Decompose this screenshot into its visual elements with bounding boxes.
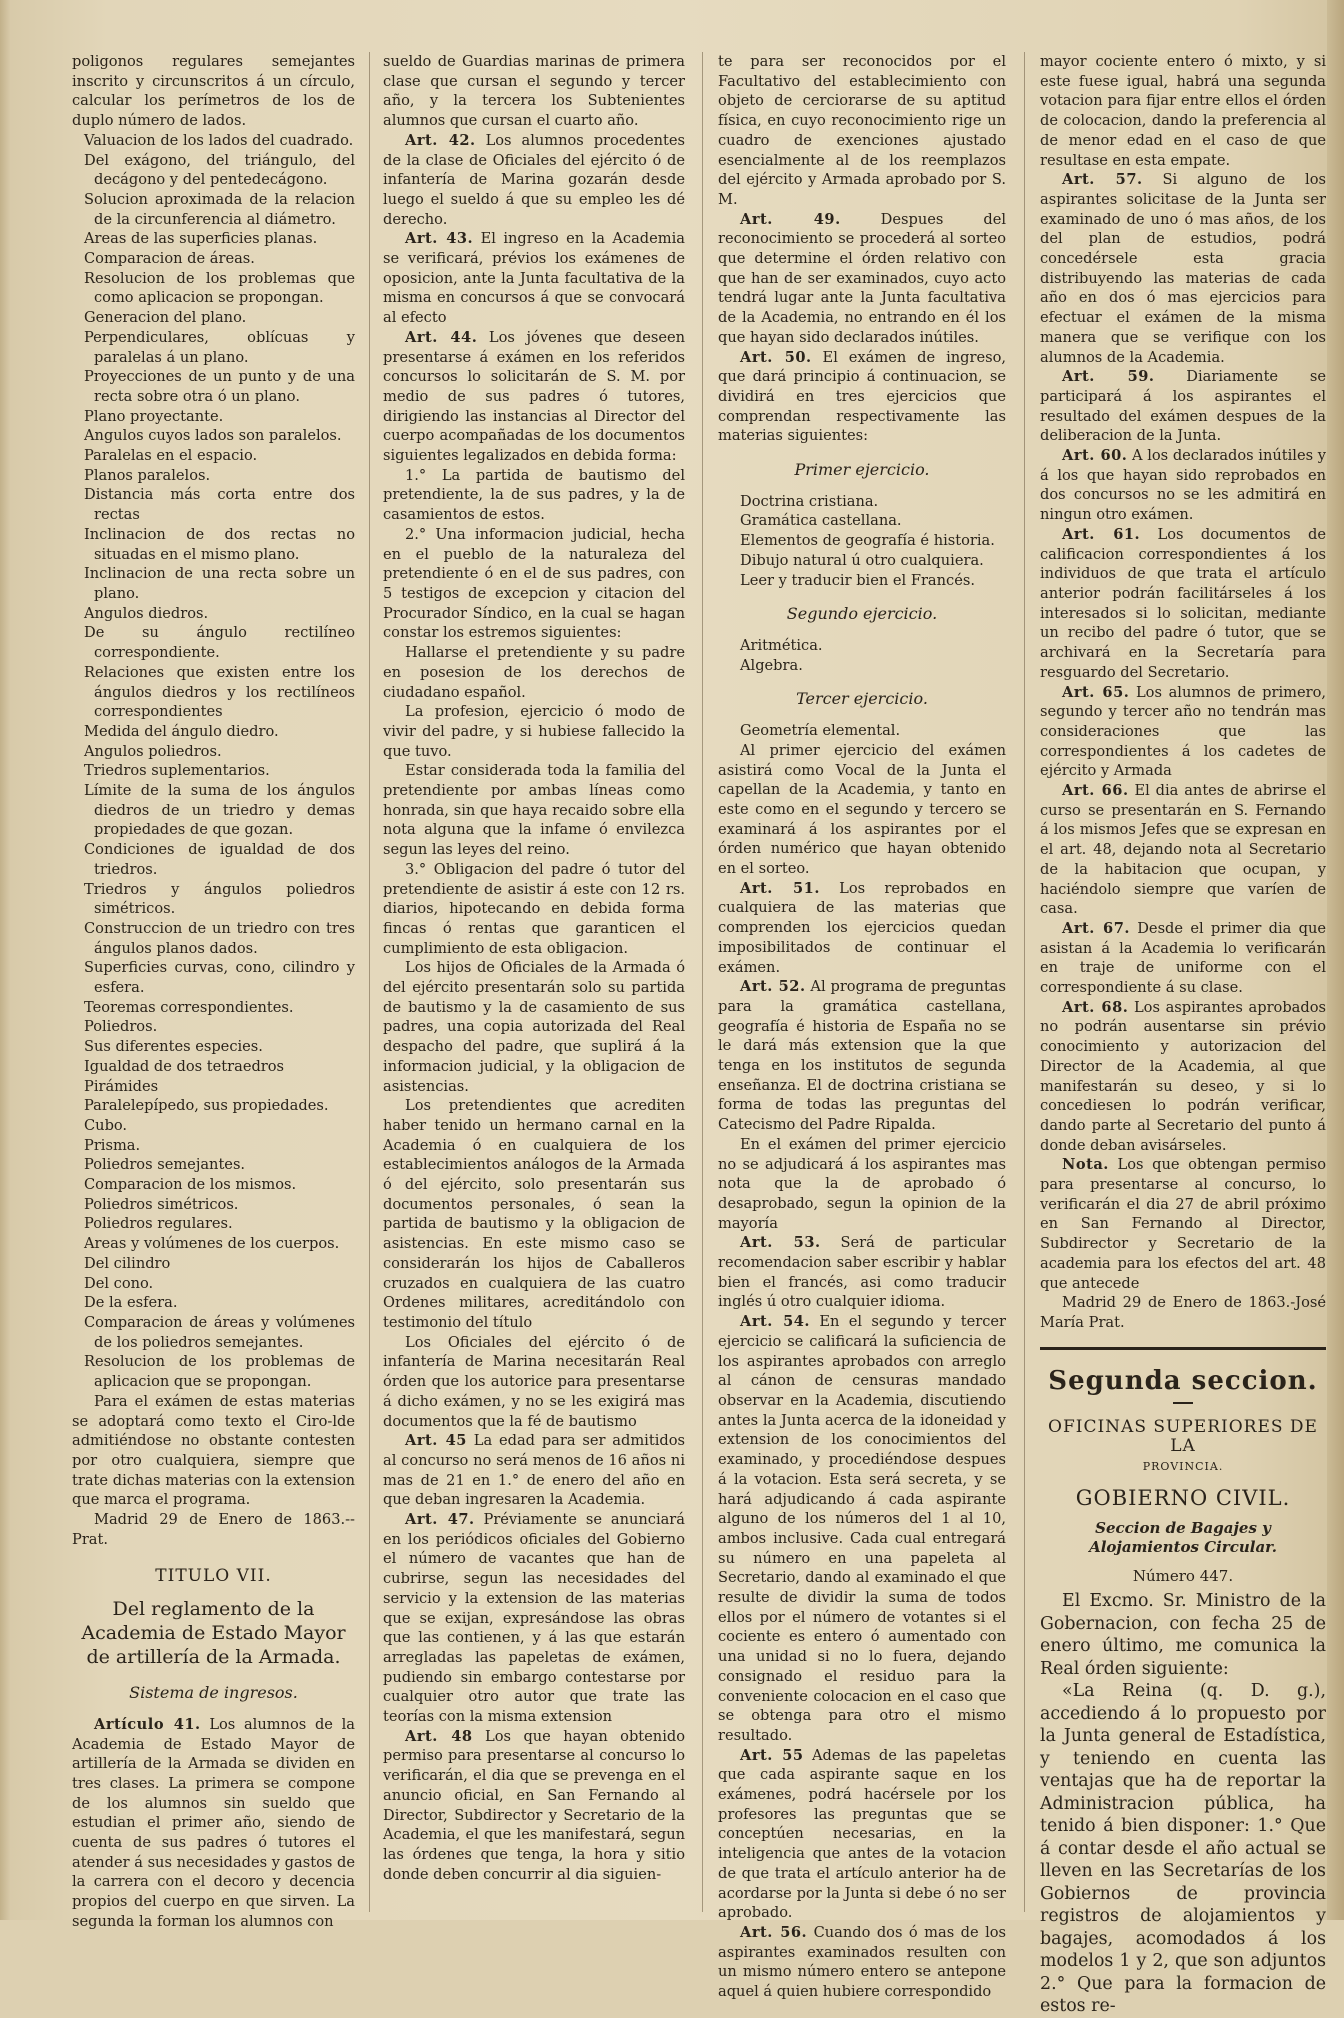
estremo-2: La profesion, ejercicio ó modo de vivir del padre, y si hubiese fallecido la que tuvo.	[383, 703, 685, 760]
list-item: Construccion de un triedro con tres ángulos planos dados.	[84, 919, 355, 957]
nota-text: Los que obtengan permiso para presentarse al concurso, lo verificarán el dia 27 de abril próximo en San Fernando al Director, Subdirector y Secretario de la academia para los efectos del art. 48 que antecede	[1040, 1156, 1327, 1292]
art-55-text: Ademas de las papeletas que cada aspirante saque en los exámenes, podrá hacérsele por los profesores las preguntas que se conceptúen necesarias, en la inteligencia que antes de la votacion de que trata el artículo anterior ha de acordarse por la Junta si debe ó no ser aprobado.	[718, 1746, 1006, 1922]
provincia-heading: PROVINCIA.	[1142, 1460, 1224, 1474]
art-50-label: Art. 50.	[740, 348, 812, 366]
list-item: Distancia más corta entre dos rectas	[84, 486, 355, 524]
list-item: Cubo.	[84, 1116, 128, 1134]
oficiales-ejercito: Los Oficiales del ejército ó de infantería de Marina necesitarán Real órden que los autorice para presentarse á dicho exámen, y no se les exigirá mas documentos que la fé de bautismo	[383, 1333, 685, 1430]
art-49-text: Despues del reconocimiento se procederá al sorteo que determine el órden relativo con que han de ser examinados, cuyo acto tendrá lugar ante la Junta facultativa de la Academia, no entrando en él los que hayan sido declarados inútiles.	[718, 210, 1007, 346]
art-53-label: Art. 53.	[740, 1234, 821, 1252]
list-item: Angulos cuyos lados son paralelos.	[84, 427, 342, 445]
art-50	[718, 348, 1006, 447]
estremo-3: Estar considerada toda la familia del pretendiente por ambas líneas como honrada, sin que haya recaido sobre ella nota alguna que la infame ó envilezca segun las leyes del reino.	[383, 762, 685, 859]
art-45-label: Art. 45	[405, 1432, 467, 1450]
geometry-topics-list	[72, 131, 355, 1392]
art-57-label: Art. 57.	[1062, 171, 1143, 189]
art-53-text: Será de particular recomendacion saber escribir y hablar bien el francés, asi como traducir inglés ú otro cualquier idioma.	[718, 1234, 1006, 1311]
list-item: Aritmética.	[740, 636, 823, 654]
art-61	[1040, 525, 1326, 683]
art-42-text: Los alumnos procedentes de la clase de Oficiales del ejército ó de infantería de Marina gozarán desde luego el sueldo á que su empleo les dé derecho.	[383, 131, 686, 228]
list-item: Leer y traducir bien el Francés.	[740, 571, 975, 589]
list-item: Comparacion de los mismos.	[84, 1176, 297, 1194]
art-57-text: Si alguno de los aspirantes solicitase de la Junta ser examinado de uno ó mas años, de los del plan de estudios, podrá concedérsele esta gracia distribuyendo las materias de cada año en dos ó mas ejercicios para efectuar el exámen de la misma manera que se verifique con los alumnos de la Academia.	[1040, 171, 1326, 366]
doc-1: 1.° La partida de bautismo del pretendiente, la de sus padres, y la de casamientos de estos.	[383, 466, 685, 524]
list-item: Inclinacion de dos rectas no situadas en el mismo plano.	[84, 525, 355, 563]
list-item: De la esfera.	[84, 1294, 178, 1312]
sistema-ingresos: Sistema de ingresos.	[129, 1683, 298, 1703]
col4-fecha: Madrid 29 de Enero de 1863.-José María Prat.	[1040, 1294, 1326, 1331]
column-divider	[702, 52, 703, 1912]
art-68	[1040, 998, 1326, 1156]
col4-intro: mayor cociente entero ó mixto, y si este fuese igual, habrá una segunda votacion para fijar entre ellos el órden de colocacion, dando la preferencia al de menor edad en el caso de que resultase en esta empate.	[1040, 53, 1326, 169]
numero-circular: Número 447.	[1132, 1566, 1234, 1585]
column-4	[1040, 52, 1327, 2017]
art-60	[1040, 446, 1326, 525]
list-item: De su ángulo rectilíneo correspondiente.	[84, 624, 355, 662]
art-54	[718, 1312, 1006, 1745]
art-68-label: Art. 68.	[1062, 998, 1129, 1016]
art-48-text: Los que hayan obtenido permiso para presentarse al concurso lo verificarán, el dia que se prevenga en el anuncio oficial, en San Fernando al Director, Subdirector y Secretario de la Academia, el que les manifestará, segun las órdenes que tenga, la hora y sitio donde deben concurrir al dia siguien-	[383, 1727, 686, 1883]
reglamento-heading: Del reglamento de la Academia de Estado Mayor de artillería de la Armada.	[81, 1598, 346, 1669]
doc-3: 3.° Obligacion del padre ó tutor del pretendiente de asistir á este con 12 rs. diarios, hipotecando en debida forma fincas ó rentas que garanticen el cumplimiento de esta obligacion.	[383, 860, 685, 957]
art-49-label: Art. 49.	[740, 210, 841, 228]
circular-text: El Excmo. Sr. Ministro de la Gobernacion, con fecha 25 de enero último, me comunica la Real órden siguiente:	[1040, 1591, 1326, 1679]
page-left-edge	[0, 0, 10, 1920]
list-item: Gramática castellana.	[740, 512, 902, 530]
list-item: Poliedros regulares.	[84, 1215, 233, 1233]
col3-intro: te para ser reconocidos por el Facultativo del establecimiento con objeto de cerciorarse de su aptitud física, en cuyo reconocimiento rige un cuadro de exenciones ajustado esencialmente al de los reemplazos del ejército y Armada aprobado por S. M.	[718, 53, 1006, 208]
art-50-text: El exámen de ingreso, que dará principio á continuacion, se dividirá en tres ejercicios que comprendan respectivamente las materias siguientes:	[718, 348, 1007, 445]
art-52-label: Art. 52.	[740, 978, 806, 996]
art-56	[718, 1923, 1006, 2002]
art-41	[72, 1715, 355, 1932]
art-47-text: Préviamente se anunciará en los periódicos oficiales del Gobierno el número de vacantes que han de cubrirse, segun las necesidades del servicio y la extension de las materias que se exijan, expresándose las obras que las contienen, y á las que estarán arregladas las papeletas de exámen, pudiendo sin embargo contestarse por cualquier otro autor que trate las teorías con la misma extension	[383, 1511, 685, 1726]
list-item: Teoremas correspondientes.	[84, 998, 294, 1016]
segundo-ejercicio-list	[718, 636, 1006, 675]
art-52	[718, 977, 1006, 1135]
list-item: Triedros y ángulos poliedros simétricos.	[84, 880, 355, 918]
art-54-text: En el segundo y tercer ejercicio se calificará la suficiencia de los aspirantes aprobados con arreglo al cánon de censuras mandado observar en la Academia, discutiendo antes la Junta acerca de la idoneidad y extension de los conocimientos del examinado, y procediéndose despues á la votacion. Esta será secreta, y se hará adjudicando á cada aspirante alguno de los números del 1 al 10, ambos inclusive. Cada cual entregará su número en una papeleta al Secretario, dando al examinado el que resulte de dividir la suma de todos ellos por el número de votantes si el cociente es entero ó aumentado con una unidad si no lo fuera, dejando consignado el residuo para la conveniente colocacion en el caso que se obtenga para otro el mismo resultado.	[718, 1313, 1006, 1744]
art-41-text: Los alumnos de la Academia de Estado Mayor de artillería de la Armada se dividen en tres clases. La primera se compone de los alumnos sin sueldo que estudian el primer año, siendo de cuenta de sus padres ó tutores el atender á sus necesidades y gastos de la carrera con el decoro y decencia propios del cuerpo en que sirven. La segunda la forman los alumnos con	[72, 1715, 356, 1930]
list-item: Poliedros semejantes.	[84, 1156, 246, 1174]
art-52-text: Al programa de preguntas para la gramática castellana, geografía é historia de España no se le dará más extension que la que tenga en los institutos de segunda enseñanza. El de doctrina cristiana se forma de todas las preguntas del Catecismo del Padre Ripalda.	[718, 978, 1006, 1134]
art-66	[1040, 781, 1326, 919]
segundo-ejercicio-title: Segundo ejercicio.	[786, 604, 938, 624]
primer-ejercicio-title: Primer ejercicio.	[794, 460, 930, 480]
art-56-text: Cuando dos ó mas de los aspirantes examinados resulten con un mismo número entero se antepone aquel á quien hubiere correspondido	[718, 1923, 1007, 2001]
column-3	[718, 52, 1007, 2001]
art-48	[383, 1727, 685, 1885]
art-65	[1040, 683, 1326, 782]
oficinas-heading: OFICINAS SUPERIORES DE LA	[1048, 1416, 1318, 1457]
titulo-vii: TITULO VII.	[155, 1566, 272, 1587]
list-item: Areas y volúmenes de los cuerpos.	[84, 1235, 340, 1253]
art-67-label: Art. 67.	[1062, 919, 1130, 937]
art-43-label: Art. 43.	[405, 230, 474, 248]
vocal-capellan: Al primer ejercicio del exámen asistirá como Vocal de la Junta el capellan de la Academia, y tanto en este como en el segundo y tercero se examinará á los aspirantes por el órden numérico que hayan obtenido en el sorteo.	[718, 741, 1006, 878]
art-42	[383, 131, 685, 230]
art-42-label: Art. 42.	[405, 131, 476, 149]
list-item: Poliedros simétricos.	[84, 1195, 239, 1213]
list-item: Sus diferentes especies.	[84, 1038, 263, 1056]
col1-para-examen: Para el exámen de estas materias se adoptará como texto el Ciro-lde admitiéndose no obstante contesten por otro cualquiera, siempre que trate dichas materias con la extension que marca el programa.	[72, 1392, 355, 1509]
doc-2: 2.° Una informacion judicial, hecha en el pueblo de la naturaleza del pretendiente ó en el de sus padres, con 5 testigos de excepcion y citacion del Procurador Síndico, en la cual se hagan constar los estremos siguientes:	[383, 525, 685, 642]
art-51-label: Art. 51.	[740, 879, 820, 897]
col2-intro: sueldo de Guardias marinas de primera clase que cursan el segundo y tercer año, y la tercera los Subtenientes alumnos que cursan el cuarto año.	[383, 53, 685, 130]
list-item: Poliedros.	[84, 1018, 158, 1036]
art-68-text: Los aspirantes aprobados no podrán ausentarse sin prévio conocimiento y autorizacion del Director de la Academia, al que manifestarán su deseo, y si lo concediesen lo podrán verificar, dando parte al Secretario del punto á donde deban avisárseles.	[1040, 998, 1326, 1154]
list-item: Igualdad de dos tetraedros	[84, 1057, 285, 1075]
list-item: Del cono.	[84, 1274, 154, 1292]
list-item: Superficies curvas, cono, cilindro y esfera.	[84, 959, 355, 997]
art-44	[383, 328, 685, 466]
art-48-label: Art. 48	[405, 1727, 473, 1745]
list-item: Proyecciones de un punto y de una recta sobre otra ó un plano.	[84, 368, 355, 405]
primer-ejercicio-list	[718, 492, 1006, 591]
art-66-label: Art. 66.	[1062, 782, 1129, 800]
segunda-seccion-title: Segunda seccion.	[1048, 1365, 1318, 1396]
art-51-text: Los reprobados en cualquiera de las materias que comprenden los ejercicios quedan imposibilitados de continuar el exámen.	[718, 879, 1006, 976]
list-item: Paralelas en el espacio.	[84, 447, 258, 465]
art-49	[718, 210, 1006, 348]
list-item: Plano proyectante.	[84, 407, 224, 425]
list-item: Del exágono, del triángulo, del decágono y del pentedecágono.	[84, 151, 355, 189]
art-65-text: Los alumnos de primero, segundo y tercer año no tendrán mas consideraciones que las correspondientes á los cadetes de ejército y Armada	[1040, 683, 1326, 780]
real-orden-text: «La Reina (q. D. g.), accediendo á lo propuesto por la Junta general de Estadística, y teniendo en cuenta las ventajas que ha de reportar la Administracion pública, ha tenido á bien disponer: 1.° Que á contar desde el año actual se lleven en las Secretarías de los Gobiernos de provincia registros de alojamientos y bagajes, acomodados á los modelos 1 y 2, que son adjuntos 2.° Que para la formacion de estos re-	[1040, 1681, 1326, 2017]
art-59	[1040, 367, 1326, 446]
art-47	[383, 1510, 685, 1727]
list-item: Angulos diedros.	[84, 604, 209, 622]
tercer-ejercicio-title: Tercer ejercicio.	[796, 689, 928, 709]
list-item: Comparacion de áreas.	[84, 250, 255, 268]
list-item: Geometría elemental.	[740, 722, 901, 740]
list-item: Angulos poliedros.	[84, 742, 222, 760]
art-56-label: Art. 56.	[740, 1923, 808, 1941]
list-item: Planos paralelos.	[84, 466, 211, 484]
art-59-text: Diariamente se participará á los aspirantes el resultado del exámen despues de la deliberacion de la Junta.	[1040, 368, 1326, 445]
col1-fecha: Madrid 29 de Enero de 1863.--Prat.	[72, 1511, 355, 1548]
list-item: Paralelepípedo, sus propiedades.	[84, 1097, 329, 1115]
page-right-edge	[1327, 0, 1344, 1920]
col1-intro: poligonos regulares semejantes inscrito y circunscritos á un círculo, calcular los perímetros de los de duplo número de lados.	[72, 53, 355, 130]
hijos-oficiales: Los hijos de Oficiales de la Armada ó del ejército presentarán solo su partida de bautismo y la de casamiento de sus padres, una copia autorizada del Real despacho del padre, que suplirá á la informacion judicial, y la obligacion de asistencias.	[383, 959, 685, 1095]
art-44-text: Los jóvenes que deseen presentarse á exámen en los referidos concursos lo solicitarán de S. M. por medio de sus padres ó tutores, dirigiendo las instancias al Director del cuerpo acompañadas de los documentos siguientes legalizados en debida forma:	[383, 328, 685, 465]
list-item: Elementos de geografía é historia.	[740, 532, 995, 550]
tercer-ejercicio-list	[718, 721, 1006, 741]
primer-ejercicio-nota: En el exámen del primer ejercicio no se adjudicará á los aspirantes mas nota que la de aprobado ó desaprobado, segun la opinion de la mayoría	[718, 1135, 1006, 1232]
art-60-text: A los declarados inútiles y á los que hayan sido reprobados en dos concursos no se les admitirá en ningun otro exámen.	[1040, 447, 1327, 524]
art-67	[1040, 919, 1326, 998]
art-45	[383, 1431, 685, 1510]
list-item: Generacion del plano.	[84, 309, 247, 327]
art-55	[718, 1746, 1006, 1923]
art-55-label: Art. 55	[740, 1746, 804, 1764]
list-item: Prisma.	[84, 1136, 141, 1154]
list-item: Inclinacion de una recta sobre un plano.	[84, 565, 355, 602]
list-item: Límite de la suma de los ángulos diedros de un triedro y demas propiedades de que gozan.	[84, 782, 355, 839]
art-43	[383, 229, 685, 328]
art-45-text: La edad para ser admitidos al concurso no será menos de 16 años ni mas de 21 en 1.° de enero del año en que deban ingresaren la Academia.	[383, 1432, 685, 1509]
gobierno-civil-heading: GOBIERNO CIVIL.	[1075, 1485, 1291, 1510]
column-2	[383, 52, 685, 1912]
art-41-label: Artículo 41.	[94, 1715, 201, 1733]
art-65-label: Art. 65.	[1062, 683, 1130, 701]
nota-label: Nota.	[1062, 1156, 1109, 1174]
list-item: Relaciones que existen entre los ángulos diedros y los rectilíneos correspondientes	[84, 663, 355, 721]
column-1	[72, 52, 356, 1930]
estremo-1: Hallarse el pretendiente y su padre en posesion de los derechos de ciudadano español.	[383, 644, 685, 701]
circular-heading: Seccion de Bagajes y Alojamientos Circular.	[1089, 1518, 1277, 1556]
list-item: Areas de las superficies planas.	[84, 230, 318, 248]
list-item: Resolucion de los problemas que como aplicacion se propongan.	[84, 269, 355, 307]
art-44-label: Art. 44.	[405, 328, 478, 346]
art-54-label: Art. 54.	[740, 1313, 811, 1331]
art-61-label: Art. 61.	[1062, 525, 1141, 543]
art-59-label: Art. 59.	[1062, 368, 1155, 386]
list-item: Condiciones de igualdad de dos triedros.	[84, 841, 355, 878]
list-item: Resolucion de los problemas de aplicacion que se propongan.	[84, 1353, 355, 1391]
art-61-text: Los documentos de calificacion correspondientes á los individuos de que trata el artículo anterior podrán facilitárseles á los interesados si lo solicitan, mediante un recibo del padre ó tutor, que se archivará en la Secretaría para resguardo del Secretario.	[1040, 525, 1326, 681]
list-item: Valuacion de los lados del cuadrado.	[84, 131, 354, 149]
column-divider	[369, 52, 370, 1912]
list-item: Comparacion de áreas y volúmenes de los poliedros semejantes.	[84, 1314, 355, 1351]
art-60-label: Art. 60.	[1062, 447, 1128, 465]
art-47-label: Art. 47.	[405, 1511, 475, 1529]
art-43-text: El ingreso en la Academia se verificará, prévios los exámenes de oposicion, ante la Junta facultativa de la misma en concursos á que se convocará al efecto	[383, 230, 685, 327]
list-item: Del cilindro	[84, 1254, 171, 1272]
art-67-text: Desde el primer dia que asistan á la Academia lo verificarán en traje de uniforme con el correspondiente á su clase.	[1040, 919, 1326, 997]
section-divider	[1040, 1347, 1326, 1350]
art-51	[718, 879, 1006, 978]
list-item: Algebra.	[740, 656, 803, 674]
short-rule	[1173, 1402, 1193, 1404]
list-item: Pirámides	[84, 1077, 159, 1095]
art-53	[718, 1233, 1006, 1312]
nota	[1040, 1155, 1326, 1293]
column-divider	[1024, 52, 1025, 1912]
list-item: Solucion aproximada de la relacion de la circunferencia al diámetro.	[84, 190, 355, 228]
list-item: Medida del ángulo diedro.	[84, 722, 279, 740]
list-item: Dibujo natural ú otro cualquiera.	[740, 551, 984, 569]
art-66-text: El dia antes de abrirse el curso se presentarán en S. Fernando á los mismos Jefes que se expresan en el art. 48, dejando nota al Secretario de la habitacion que ocupan, y haciéndolo siempre que varíen de casa.	[1040, 782, 1327, 918]
list-item: Triedros suplementarios.	[84, 762, 270, 780]
list-item: Perpendiculares, oblícuas y paralelas á un plano.	[84, 328, 355, 366]
hermano-carnal: Los pretendientes que acrediten haber tenido un hermano carnal en la Academia ó en cualquiera de los establecimientos análogos de la Armada ó del ejército, solo presentarán sus documentos personales, ó sean la partida de bautismo y la obligacion de asistencias. En este mismo caso se considerarán los hijos de Caballeros cruzados en cualquiera de las cuatro Ordenes militares, acreditándolo con testimonio del título	[383, 1097, 685, 1331]
list-item: Doctrina cristiana.	[740, 492, 879, 510]
art-57	[1040, 170, 1326, 367]
